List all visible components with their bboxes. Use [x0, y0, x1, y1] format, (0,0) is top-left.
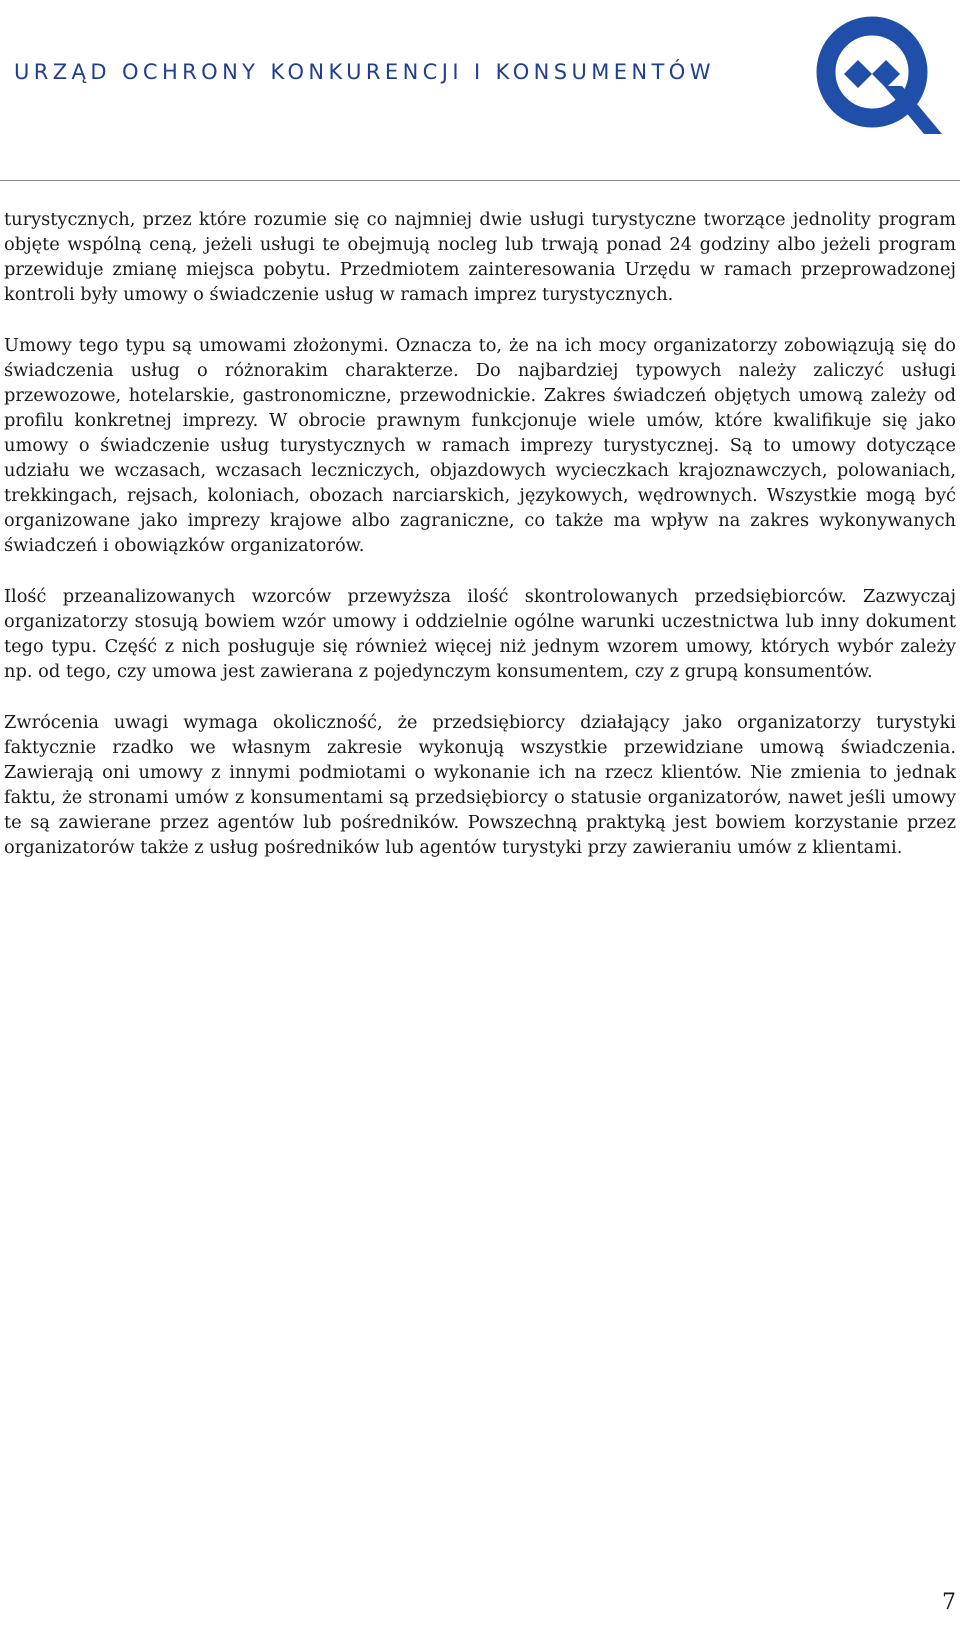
- organization-name: URZĄD OCHRONY KONKURENCJI I KONSUMENTÓW: [14, 60, 715, 84]
- header-divider: [0, 180, 960, 181]
- document-body: [4, 207, 956, 886]
- uokik-logo-icon: [810, 8, 950, 144]
- body-paragraph: Umowy tego typu są umowami złożonymi. Oznacza to, że na ich mocy organizatorzy zobowiązują się do świadczenia usług o różnorakim charakterze. Do najbardziej typowych należy zaliczyć usługi przewozowe, hotelarskie, gastronomiczne, przewodnickie. Zakres świadczeń objętych umową zależy od profilu konkretnej imprezy. W obrocie prawnym funkcjonuje wiele umów, które kwalifikuje się jako umowy o świadczenie usług turystycznych w ramach imprezy turystycznej. Są to umowy dotyczące udziału we wczasach, wczasach leczniczych, objazdowych wycieczkach krajoznawczych, polowaniach, trekkingach, rejsach, koloniach, obozach narciarskich, językowych, wędrownych. Wszystkie mogą być organizowane jako imprezy krajowe albo zagraniczne, co także ma wpływ na zakres wykonywanych świadczeń i obowiązków organizatorów.: [4, 335, 956, 556]
- page-header: [0, 0, 960, 182]
- body-paragraph: turystycznych, przez które rozumie się co najmniej dwie usługi turystyczne tworzące jednolity program objęte wspólną ceną, jeżeli usługi te obejmują nocleg lub trwają ponad 24 godziny albo jeżeli program przewiduje zmianę miejsca pobytu. Przedmiotem zainteresowania Urzędu w ramach przeprowadzonej kontroli były umowy o świadczenie usług w ramach imprez turystycznych.: [4, 209, 956, 305]
- page-number: 7: [942, 1590, 956, 1615]
- body-paragraph: Zwrócenia uwagi wymaga okoliczność, że przedsiębiorcy działający jako organizatorzy turystyki faktycznie rzadko we własnym zakresie wykonują wszystkie przewidziane umową świadczenia. Zawierają oni umowy z innymi podmiotami o wykonanie ich na rzecz klientów. Nie zmienia to jednak faktu, że stronami umów z konsumentami są przedsiębiorcy o statusie organizatorów, nawet jeśli umowy te są zawierane przez agentów lub pośredników. Powszechną praktyką jest bowiem korzystanie przez organizatorów także z usług pośredników lub agentów turystyki przy zawieraniu umów z klientami.: [4, 712, 956, 858]
- body-paragraph: Ilość przeanalizowanych wzorców przewyższa ilość skontrolowanych przedsiębiorców. Zazwyczaj organizatorzy stosują bowiem wzór umowy i oddzielnie ogólne warunki uczestnictwa lub inny dokument tego typu. Część z nich posługuje się również więcej niż jednym wzorem umowy, których wybór zależy np. od tego, czy umowa jest zawierana z pojedynczym konsumentem, czy z grupą konsumentów.: [4, 586, 956, 682]
